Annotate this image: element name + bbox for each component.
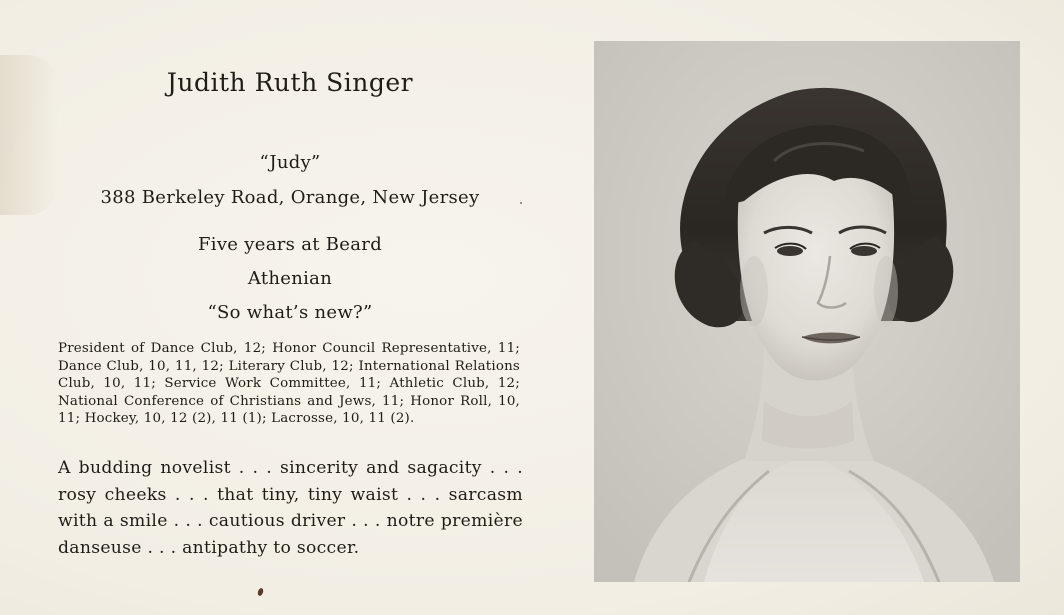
student-name: Judith Ruth Singer <box>166 68 414 97</box>
portrait-illustration <box>594 41 1020 582</box>
page-edge-shadow <box>0 55 58 215</box>
student-nickname: “Judy” <box>259 152 321 173</box>
activities-list: President of Dance Club, 12; Honor Council Representative, 11; Dance Club, 10, 11, 12; Literary Club, 12; International Relations Club, 10, 11; Service Work Committee, 11; Athletic Club, 12; National Conference of Christians and Jews, 11; Honor Roll, 10, 11; Hockey, 10, 12 (2), 11 (1); Lacrosse, 10, 11 (2). <box>58 341 520 427</box>
student-address: 388 Berkeley Road, Orange, New Jersey <box>100 187 480 208</box>
dust-speck <box>520 202 522 204</box>
student-description: A budding novelist . . . sincerity and sagacity . . . rosy cheeks . . . that tiny, tiny waist . . . sarcasm with a smile . . . cautious driver . . . notre première danseuse . . . antipathy to soccer. <box>58 458 523 558</box>
society-name: Athenian <box>247 268 333 289</box>
portrait-photo <box>594 41 1020 582</box>
text-column <box>55 0 525 615</box>
years-attended: Five years at Beard <box>197 234 383 255</box>
student-quote: “So what’s new?” <box>207 302 373 323</box>
